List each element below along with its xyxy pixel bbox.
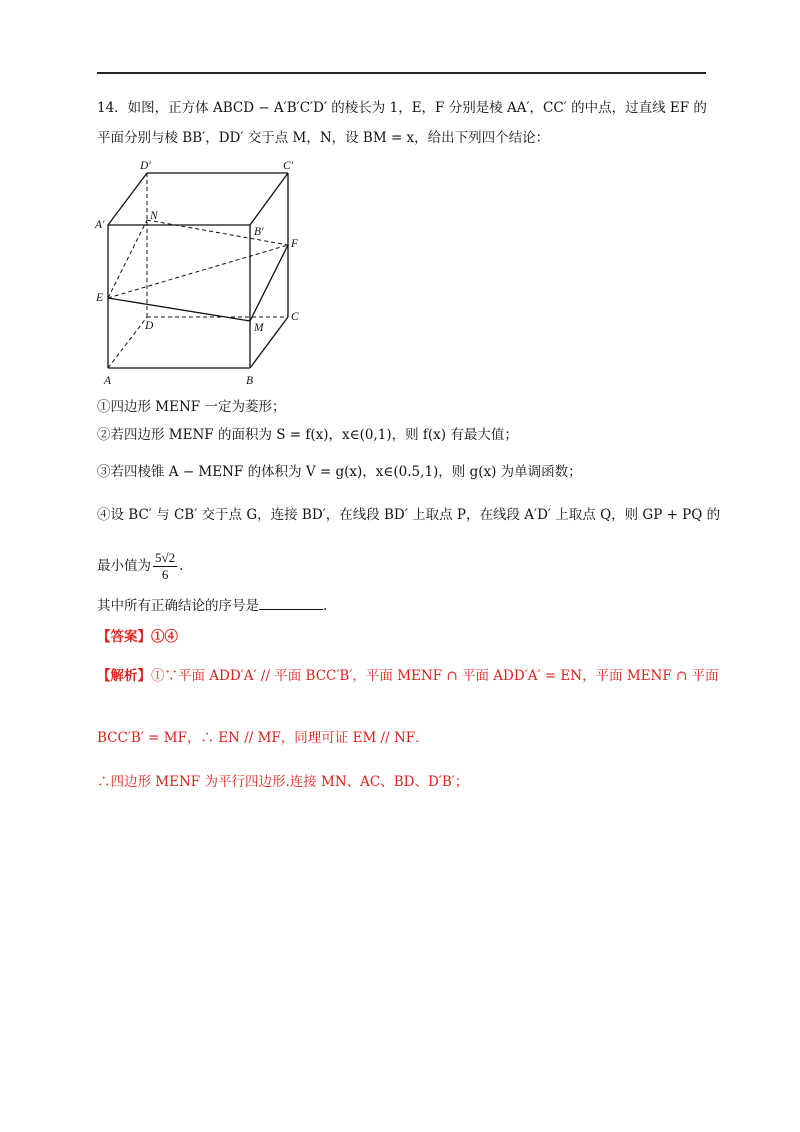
conclusion-4-min (97, 548, 183, 584)
answer-line (97, 627, 178, 647)
answer-tag: 【答案】 (97, 629, 151, 645)
analysis-text-1: ①∵平面 ADD′A′ // 平面 BCC′B′，平面 MENF ∩ 平面 ADD′A′ = EN，平面 MENF ∩ 平面 (151, 668, 719, 684)
question-suffix: . (323, 598, 328, 614)
label-C: C (291, 311, 299, 323)
label-Cp: C′ (283, 160, 294, 172)
min-value-fraction (153, 550, 177, 583)
label-B: B (246, 375, 254, 387)
label-Ap: A′ (95, 219, 105, 231)
label-Bp: B′ (254, 226, 264, 238)
header-rule (97, 72, 706, 74)
label-D: D (145, 320, 154, 332)
question-line (97, 596, 327, 616)
conclusion-2: ②若四边形 MENF 的面积为 S = f(x)，x∈(0,1)，则 f(x) 有最大值； (97, 427, 518, 443)
conclusion-4: ④设 BC′ 与 CB′ 交于点 G，连接 BD′，在线段 BD′ 上取点 P，在线段 A′D′ 上取点 Q，则 GP + PQ 的 (97, 507, 721, 523)
question-prefix: 其中所有正确结论的序号是 (97, 598, 259, 614)
edge-AD-hidden (108, 317, 147, 368)
analysis-tag: 【解析】 (97, 668, 151, 684)
fraction-numerator: 5√2 (155, 550, 176, 565)
answer-value: ①④ (151, 629, 178, 645)
min-value-prefix: 最小值为 (97, 558, 151, 574)
edge-MF (250, 245, 288, 321)
fraction-denominator: 6 (161, 567, 169, 582)
analysis-line-1 (97, 666, 719, 686)
label-A: A (104, 375, 112, 387)
label-M: M (254, 322, 264, 334)
analysis-line-2: BCC′B′ = MF，∴ EN // MF，同理可证 EM // NF． (97, 730, 429, 746)
label-F: F (291, 238, 299, 250)
edge-NF-hidden (147, 220, 288, 245)
cube-figure (90, 155, 320, 390)
edge-EN-hidden (108, 220, 147, 298)
edge-BpCp (250, 173, 288, 225)
answer-blank (259, 596, 323, 610)
label-N: N (150, 210, 158, 222)
edge-EM (108, 298, 250, 321)
label-E: E (96, 292, 104, 304)
problem-line-1: 14．如图，正方体 ABCD − A′B′C′D′ 的棱长为 1，E，F 分别是棱 AA′，CC′ 的中点，过直线 EF 的 (97, 100, 707, 116)
edge-ApDp (108, 173, 147, 225)
analysis-line-3: ∴四边形 MENF 为平行四边形.连接 MN、AC、BD、D′B′； (97, 774, 469, 790)
label-Dp: D′ (140, 160, 151, 172)
conclusion-1: ①四边形 MENF 一定为菱形； (97, 399, 286, 415)
min-value-suffix: . (179, 558, 184, 574)
conclusion-3: ③若四棱锥 A − MENF 的体积为 V = g(x)，x∈(0.5,1)，则 g(x) 为单调函数； (97, 464, 582, 480)
edge-EF-hidden (108, 245, 288, 298)
problem-line-2: 平面分别与棱 BB′，DD′ 交于点 M，N，设 BM = x，给出下列四个结论： (97, 130, 550, 146)
